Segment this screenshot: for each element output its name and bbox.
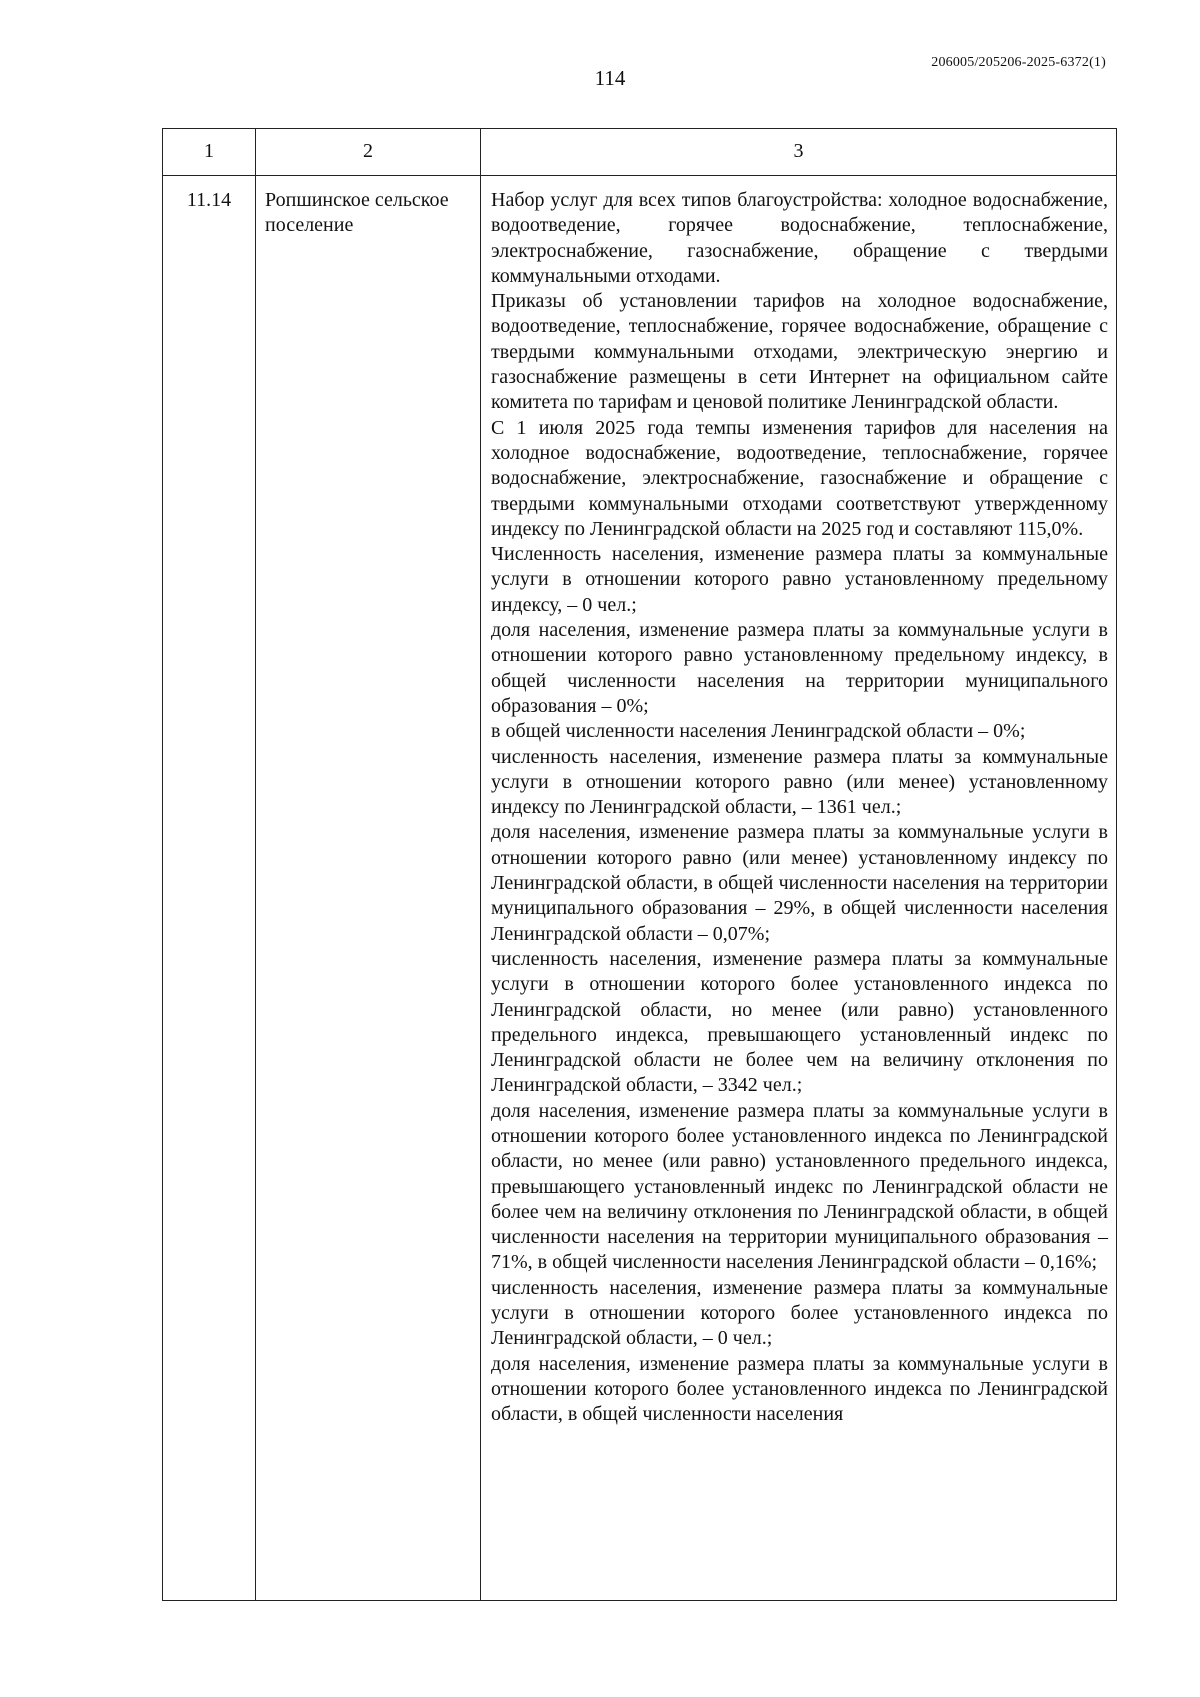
paragraph-tariff-change: С 1 июля 2025 года темпы изменения тарифов для населения на холодное водоснабжение, водоотведение, теплоснабжение, горячее водоснабжение, электроснабжение, газоснабжение и обращение с твердыми коммунальными отходами соответствуют утвержденному индексу по Ленинградской области на 2025 год и составляют 115,0%. (491, 416, 1108, 540)
paragraph-share-limit-index: доля населения, изменение размера платы за коммунальные услуги в отношении которого равно установленному предельному индексу, в общей численности населения на территории муниципального образования – 0%; (491, 619, 1108, 717)
paragraph-share-above-index: доля населения, изменение размера платы за коммунальные услуги в отношении которого более установленного индекса по Ленинградской области, но менее (или равно) установленного предельного индекса, превышающего установленный индекс по Ленинградской области не более чем на величину отклонения по Ленинградской области, в общей численности населения на территории муниципального образования – 71%, в общей численности населения Ленинградской области – 0,16%; (491, 1099, 1108, 1274)
table-header-row (163, 129, 1117, 176)
paragraph-count-above-index: численность населения, изменение размера платы за коммунальные услуги в отношении которого более установленного индекса по Ленинградской области, но менее (или равно) установленного предельного индекса, превышающего установленный индекс по Ленинградской области не более чем на величину отклонения по Ленинградской области, – 3342 чел.; (491, 947, 1108, 1097)
row-description (481, 176, 1117, 1601)
paragraph-count-limit-index: Численность населения, изменение размера платы за коммунальные услуги в отношении которого равно установленному предельному индексу, – 0 чел.; (491, 543, 1108, 616)
table-row (163, 176, 1117, 1601)
data-table (162, 128, 1117, 1601)
column-header-2: 2 (256, 129, 481, 176)
paragraph-count-over-index: численность населения, изменение размера платы за коммунальные услуги в отношении которого более установленного индекса по Ленинградской области, – 0 чел.; (491, 1276, 1108, 1350)
page-number: 114 (594, 66, 626, 90)
column-header-1: 1 (163, 129, 256, 176)
paragraph-share-over-index: доля населения, изменение размера платы за коммунальные услуги в отношении которого более установленного индекса по Ленинградской области, в общей численности населения (491, 1352, 1108, 1426)
row-number: 11.14 (163, 176, 256, 1601)
paragraph-tariff-orders: Приказы об установлении тарифов на холодное водоснабжение, водоотведение, теплоснабжение, горячее водоснабжение, обращение с твердыми коммунальными отходами, электрическую энергию и газоснабжение размещены в сети Интернет на официальном сайте комитета по тарифам и ценовой политике Ленинградской области. (491, 290, 1108, 414)
paragraph-share-below-index: доля населения, изменение размера платы за коммунальные услуги в отношении которого равно (или менее) установленному индексу по Ленинградской области, в общей численности населения на территории муниципального образования – 29%, в общей численности населения Ленинградской области – 0,07%; (491, 821, 1108, 945)
document-code: 206005/205206-2025-6372(1) (931, 55, 1106, 70)
settlement-name: Ропшинское сельское поселение (256, 176, 481, 1601)
column-header-3: 3 (481, 129, 1117, 176)
paragraph-services: Набор услуг для всех типов благоустройства: холодное водоснабжение, водоотведение, горячее водоснабжение, теплоснабжение, электроснабжение, газоснабжение, обращение с твердыми коммунальными отходами. (491, 189, 1108, 287)
paragraph-share-region-limit: в общей численности населения Ленинградской области – 0%; (491, 720, 1026, 743)
paragraph-count-below-index: численность населения, изменение размера платы за коммунальные услуги в отношении которого равно (или менее) установленному индексу по Ленинградской области, – 1361 чел.; (491, 745, 1108, 819)
